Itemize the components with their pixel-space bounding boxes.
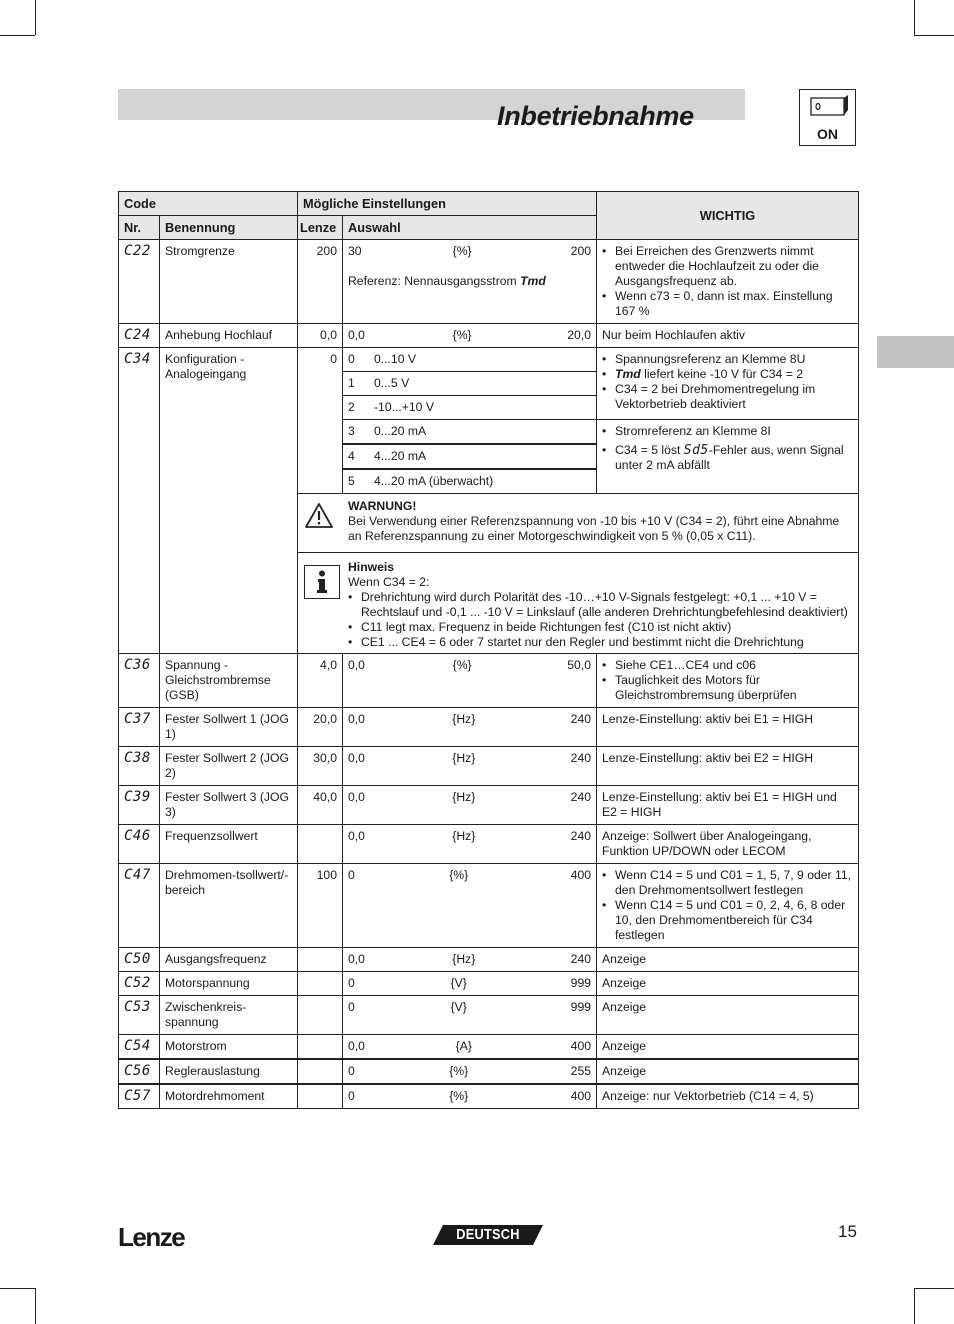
range-max: 20,0 [567,328,592,342]
param-range [343,864,597,948]
range-max: 240 [570,751,592,765]
warning-icon [298,494,346,552]
header-name: Benennung [160,216,298,240]
header-code: Code [119,192,298,216]
reference-tmd: Tmd [520,274,546,288]
warning-title: WARNUNG! [348,499,417,513]
option-number: 0 [348,352,355,366]
option-number: 2 [348,400,355,414]
option-number: 5 [348,474,355,488]
range-unit: {%} [449,868,469,882]
crop-mark [914,35,954,36]
crop-mark [914,1288,954,1289]
header-settings: Mögliche Einstellungen [298,192,597,216]
header-nr: Nr. [119,216,160,240]
param-range [343,1059,597,1084]
range-max: 240 [570,712,592,726]
param-name: Ausgangsfrequenz [160,948,298,972]
param-note: Lenze-Einstellung: aktiv bei E1 = HIGH und E2 = HIGH [597,786,859,825]
param-default: 30,0 [298,747,343,786]
param-range [343,708,597,747]
option-number: 1 [348,376,355,390]
param-code: C22 [119,240,160,324]
table-row [119,996,859,1035]
note-item: • Stromreferenz an Klemme 8I [602,424,853,439]
page-title: Inbetriebnahme [497,101,694,131]
note-item: • Siehe CE1…CE4 und c06 [602,658,853,673]
range-unit: {%} [449,1089,469,1103]
param-code: C36 [119,654,160,708]
range-unit: {Hz} [452,790,476,804]
param-range [343,948,597,972]
table-row [119,324,859,348]
selection-option [343,372,597,396]
range-max: 50,0 [567,658,592,672]
range-min: 0,0 [348,952,365,966]
param-note: Anzeige [597,1035,859,1060]
reference-note [348,274,591,289]
side-tab-marker [877,336,954,368]
range-unit: {Hz} [452,712,476,726]
param-range [343,996,597,1035]
range-min: 0,0 [348,712,365,726]
range-max: 240 [570,952,592,966]
param-note: Anzeige [597,996,859,1035]
range-unit: {A} [455,1039,472,1053]
table-row [119,747,859,786]
param-code: C52 [119,972,160,996]
param-default: 40,0 [298,786,343,825]
page-number: 15 [838,1222,857,1241]
option-number: 4 [348,449,355,463]
param-default [298,1059,343,1084]
range-unit: {V} [450,1000,467,1014]
language-badge [433,1224,543,1246]
table-row [119,1084,859,1109]
option-label: 0...10 V [374,352,417,366]
param-range [343,324,597,348]
param-default: 0,0 [298,324,343,348]
param-name: Drehmomen-tsollwert/-bereich [160,864,298,948]
note-item [602,367,853,382]
on-label: ON [817,126,838,142]
note-item: • Wenn C14 = 5 und C01 = 0, 2, 4, 6, 8 oder 10, den Drehmomentbereich für C34 festlegen [602,898,853,943]
range-max: 240 [570,790,592,804]
range-max: 999 [570,976,592,990]
note-tmd: Tmd [615,367,641,381]
param-default: 200 [298,240,343,324]
param-code: C37 [119,708,160,747]
param-default [298,996,343,1035]
range-min: 0,0 [348,658,365,672]
note-item: • Tauglichkeit des Motors für Gleichstrombremsung überprüfen [602,673,853,703]
range-min: 0,0 [348,328,365,342]
param-note: Anzeige: Sollwert über Analogeingang, Funktion UP/DOWN oder LECOM [597,825,859,864]
header-important: WICHTIG [597,192,859,240]
param-code: C24 [119,324,160,348]
selection-option [343,420,597,445]
range-min: 0,0 [348,790,365,804]
header-lenze: Lenze [298,216,343,240]
crop-mark [35,1288,36,1324]
language-label: DEUTSCH [456,1226,520,1243]
crop-mark [914,0,915,35]
param-name: Frequenzsollwert [160,825,298,864]
param-note [597,240,859,324]
param-code: C54 [119,1035,160,1060]
table-row [119,864,859,948]
range-min: 0 [348,976,355,990]
param-default [298,1035,343,1060]
table-row [119,948,859,972]
table-row [119,240,859,324]
note-text: C34 = 5 löst [615,443,684,457]
param-range [343,747,597,786]
note-item [602,443,853,473]
table-row [119,708,859,747]
range-max: 400 [570,868,592,882]
param-note: Anzeige [597,1059,859,1084]
range-min: 0 [348,1064,355,1078]
range-max: 400 [570,1039,592,1053]
param-default [298,948,343,972]
info-intro: Wenn C34 = 2: [348,575,430,589]
lenze-logo: Lenze [118,1222,185,1252]
selection-option [343,396,597,420]
param-default: 100 [298,864,343,948]
info-icon [298,553,346,653]
param-code: C34 [119,348,160,654]
option-label: 4...20 mA [374,449,427,463]
range-min: 0 [348,868,355,882]
reference-text: Referenz: Nennausgangsstrom [348,274,521,288]
selection-option [343,444,597,469]
table-row [119,786,859,825]
range-unit: {%} [452,658,472,672]
param-default: 4,0 [298,654,343,708]
crop-mark [0,35,35,36]
crop-mark [914,1288,915,1324]
param-note: Nur beim Hochlaufen aktiv [597,324,859,348]
note-item: • Wenn C14 = 5 und C01 = 1, 5, 7, 9 oder 11, den Drehmomentsollwert festlegen [602,868,853,898]
param-default [298,972,343,996]
param-range [343,1035,597,1060]
option-number: 3 [348,424,355,438]
range-max: 255 [570,1064,592,1078]
param-name: Motorspannung [160,972,298,996]
table-row [119,1035,859,1060]
range-unit: {%} [452,244,472,258]
note-text: liefert keine -10 V für C34 = 2 [640,367,803,381]
param-range [343,654,597,708]
range-unit: {Hz} [452,952,476,966]
selection-option [343,348,597,372]
range-max: 999 [570,1000,592,1014]
param-code: C50 [119,948,160,972]
param-range [343,240,597,324]
table-row [119,825,859,864]
crop-mark [35,0,36,35]
param-range [343,786,597,825]
param-note [597,864,859,948]
info-item: • Drehrichtung wird durch Polarität des -10…+10 V-Signals festgelegt: +0,1 ... +10 V = Rechtslauf und -0,1 ... -10 V = Linkslauf (alle anderen Drehrichtungbefehlesind deaktiviert) [348,590,853,620]
range-max: 400 [570,1089,592,1103]
range-unit: {%} [452,328,472,342]
param-name: Stromgrenze [160,240,298,324]
note-item: • C34 = 2 bei Drehmomentregelung im Vektorbetrieb deaktiviert [602,382,853,412]
note-item: • Wenn c73 = 0, dann ist max. Einstellung 167 % [602,289,853,319]
param-range [343,972,597,996]
option-label: -10...+10 V [374,400,434,414]
range-min: 0 [348,1089,355,1103]
info-title: Hinweis [348,560,395,574]
range-min: 30 [348,244,362,258]
on-switch-icon [799,89,856,146]
param-name: Fester Sollwert 2 (JOG 2) [160,747,298,786]
range-min: 0 [348,1000,355,1014]
param-default [298,1084,343,1109]
param-name: Reglerauslastung [160,1059,298,1084]
warning-box [298,494,859,553]
header-selection: Auswahl [343,216,597,240]
option-label: 0...20 mA [374,424,427,438]
param-note: Anzeige: nur Vektorbetrieb (C14 = 4, 5) [597,1084,859,1109]
param-code: C39 [119,786,160,825]
table-row [119,348,859,372]
param-name: Fester Sollwert 3 (JOG 3) [160,786,298,825]
range-min: 0,0 [348,1039,365,1053]
option-label: 4...20 mA (überwacht) [374,474,494,488]
range-unit: {Hz} [452,751,476,765]
range-min: 0,0 [348,829,365,843]
note-item: • Spannungsreferenz an Klemme 8U [602,352,853,367]
param-note [597,348,859,420]
option-label: 0...5 V [374,376,410,390]
table-row [119,654,859,708]
range-unit: {Hz} [452,829,476,843]
param-name: Motordrehmoment [160,1084,298,1109]
range-unit: {%} [449,1064,469,1078]
param-note: Anzeige [597,948,859,972]
range-unit: {V} [450,976,467,990]
param-code: C53 [119,996,160,1035]
range-max: 240 [570,829,592,843]
crop-mark [0,1288,35,1289]
note-text: -Fehler aus, wenn Signal unter 2 mA abfällt [615,443,844,472]
range-max: 200 [570,244,592,258]
param-range [343,825,597,864]
param-name: Spannung - Gleichstrombremse (GSB) [160,654,298,708]
table-row [119,1059,859,1084]
param-code: C57 [119,1084,160,1109]
param-name: Konfiguration - Analogeingang [160,348,298,654]
parameter-table [118,191,859,1109]
param-range [343,1084,597,1109]
param-note [597,654,859,708]
param-name: Zwischenkreis-spannung [160,996,298,1035]
info-item: • CE1 ... CE4 = 6 oder 7 startet nur den Regler und bestimmt nicht die Drehrichtung [348,635,853,650]
info-item: • C11 legt max. Frequenz in beide Richtungen fest (C10 ist nicht aktiv) [348,620,853,635]
param-note: Lenze-Einstellung: aktiv bei E2 = HIGH [597,747,859,786]
note-item: • Bei Erreichen des Grenzwerts nimmt entweder die Hochlaufzeit zu oder die Ausgangsfrequenz ab. [602,244,853,289]
error-code: Sd5 [683,443,709,458]
param-code: C46 [119,825,160,864]
param-name: Motorstrom [160,1035,298,1060]
warning-text: Bei Verwendung einer Referenzspannung von -10 bis +10 V (C34 = 2), führt eine Abnahme an Referenzspannung zu einer Motorgeschwindigkeit von 5 % (0,05 x C11). [348,514,840,543]
range-min: 0,0 [348,751,365,765]
param-code: C56 [119,1059,160,1084]
param-code: C38 [119,747,160,786]
param-note: Anzeige [597,972,859,996]
selection-option [343,469,597,494]
param-default: 20,0 [298,708,343,747]
param-default: 0 [298,348,343,494]
param-code: C47 [119,864,160,948]
table-row [119,972,859,996]
param-default [298,825,343,864]
param-note: Lenze-Einstellung: aktiv bei E1 = HIGH [597,708,859,747]
param-name: Fester Sollwert 1 (JOG 1) [160,708,298,747]
info-box [298,553,859,654]
param-name: Anhebung Hochlauf [160,324,298,348]
param-note [597,420,859,494]
